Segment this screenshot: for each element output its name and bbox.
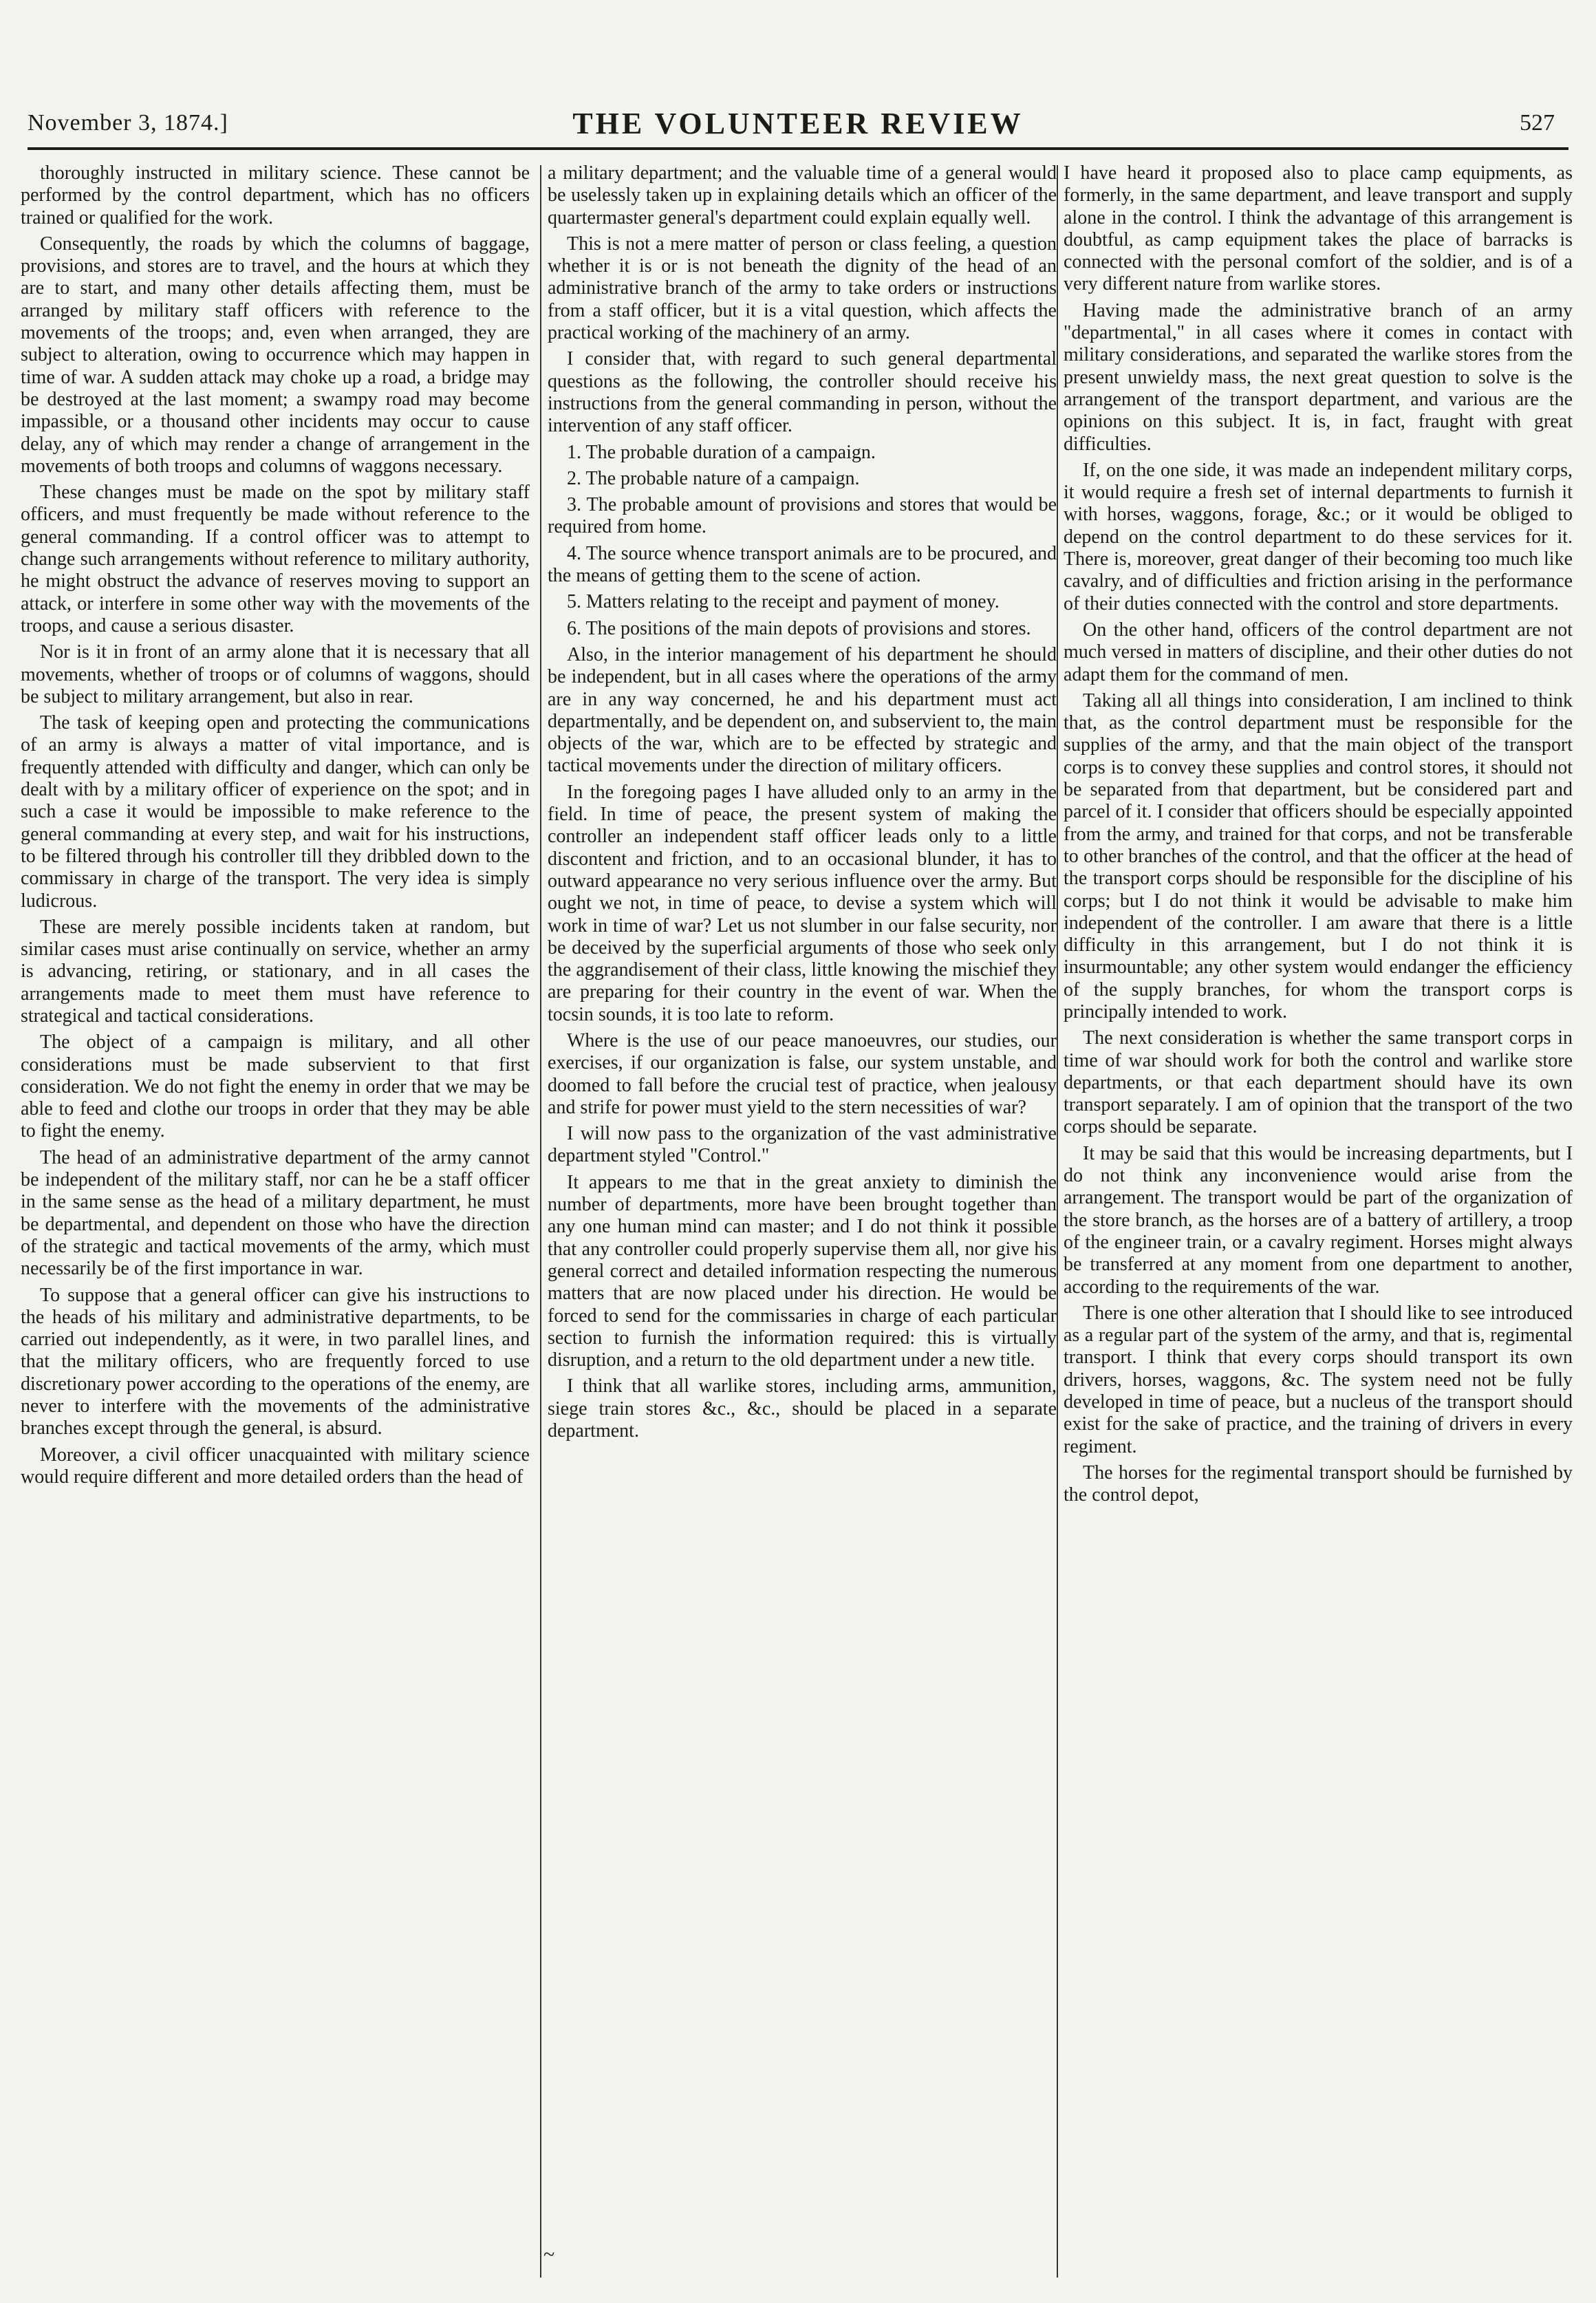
paragraph: 1. The probable duration of a campaign. bbox=[567, 441, 876, 463]
paragraph: To suppose that a general officer can give his instructions to the heads of his military and administrative departments, to be carried out independently, as it were, in two parallel lines, and that the military officers, who are frequently forced to use discretionary power according to the operations of the enemy, are never to interfere with the movements of the administrative branches except through the general, is absurd. bbox=[21, 1284, 530, 1439]
header-rule bbox=[28, 147, 1568, 150]
paragraph: In the foregoing pages I have alluded only to an army in the field. In time of peace, the present system of making the controller an independent staff officer leads only to a little discontent and friction, and to an occasional blunder, it has to outward appearance no very serious influence over the army. But ought we not, in time of peace, to devise a system which will work in time of war? Let us not slumber in our false security, nor be deceived by the superficial arguments of those who seek only the aggrandisement of their class, little knowing the mischief they are preparing for their country in the event of war. When the tocsin sounds, it is too late to reform. bbox=[548, 781, 1057, 1025]
paragraph: The head of an administrative department of the army cannot be independent of the military staff, nor can he be a staff officer in the same sense as the head of a military department, he must be departmental, and dependent on those who have the direction of the strategic and tactical movements of the army, which must necessarily be of the first importance in war. bbox=[21, 1146, 530, 1280]
paragraph: There is one other alteration that I should like to see introduced as a regular part of the system of the army, and that is, regimental transport. I think that every corps should transport its own drivers, horses, waggons, &c. The system need not be fully developed in time of peace, but a nucleus of the transport should exist for the sake of practice, and the training of drivers in every regiment. bbox=[1064, 1302, 1573, 1457]
text-column-2 bbox=[548, 162, 1057, 2282]
page-number: 527 bbox=[1520, 110, 1555, 136]
paragraph: These changes must be made on the spot by military staff officers, and must frequently be made without reference to the general commanding. If a control officer was to attempt to change such arrangements without reference to military authority, he might obstruct the advance of reserves moving to support an attack, or interfere in some other way with the movements of the troops, and cause a serious disaster. bbox=[21, 482, 530, 636]
paragraph: Moreover, a civil officer unacquainted with military science would require different and more detailed orders than the head of bbox=[21, 1444, 530, 1488]
paragraph: 5. Matters relating to the receipt and payment of money. bbox=[567, 591, 1000, 613]
paragraph: The task of keeping open and protecting the communications of an army is always a matter of vital importance, and is frequently attended with difficulty and danger, which can only be dealt with by a military officer of experience on the spot; and in such a case it would be impossible to make reference to the general commanding at every step, and wait for his instructions, to be filtered through his controller till they dribbled down to the commissary in charge of the transport. The very idea is simply ludicrous. bbox=[21, 712, 530, 912]
paragraph: The horses for the regimental transport should be furnished by the control depot, bbox=[1064, 1461, 1573, 1506]
paragraph: Where is the use of our peace manoeuvres, our studies, our exercises, if our organization is false, our system unstable, and doomed to fall before the crucial test of practice, when jealousy and strife for power must yield to the stern necessities of war? bbox=[548, 1029, 1057, 1118]
paragraph: I think that all warlike stores, including arms, ammunition, siege train stores &c., &c., should be placed in a separate department. bbox=[548, 1375, 1057, 1442]
footer-mark: ~ bbox=[543, 2243, 555, 2266]
paragraph: 6. The positions of the main depots of provisions and stores. bbox=[567, 617, 1031, 639]
paragraph: I consider that, with regard to such general departmental questions as the following, the controller should receive his instructions from the general commanding in person, without the intervention of any staff officer. bbox=[548, 348, 1057, 437]
paragraph: 4. The source whence transport animals are to be procured, and the means of getting them to the scene of action. bbox=[548, 542, 1057, 587]
paragraph: It appears to me that in the great anxiety to diminish the number of departments, more have been brought together than any one human mind can master; and I do not think it possible that any controller could properly supervise them all, nor give his general correct and detailed information respecting the numerous matters that are now placed under his direction. He would be forced to send for the commissaries in charge of each particular section to furnish the information required: this is virtually disruption, and a return to the old department under a new title. bbox=[548, 1171, 1057, 1371]
paragraph: If, on the one side, it was made an independent military corps, it would require a fresh set of internal departments to furnish it with horses, waggons, forage, &c.; or it would be obliged to depend on the control department to do these services for it. There is, moreover, great danger of their becoming too much like cavalry, and of difficulties and friction arising in the performance of their duties connected with the control and store departments. bbox=[1064, 459, 1573, 614]
column-divider bbox=[1057, 165, 1058, 2278]
paragraph: 2. The probable nature of a campaign. bbox=[567, 467, 860, 489]
paragraph: a military department; and the valuable time of a general would be uselessly taken up in explaining details which an officer of the quartermaster general's department could explain equally well. bbox=[548, 162, 1057, 228]
paragraph: 3. The probable amount of provisions and stores that would be required from home. bbox=[548, 494, 1057, 538]
paragraph: Nor is it in front of an army alone that it is necessary that all movements, whether of troops or of columns of waggons, should be subject to military arrangement, but also in rear. bbox=[21, 641, 530, 707]
paragraph: Also, in the interior management of his department he should be independent, but in all cases where the operations of the army are in any way concerned, he and his department must act departmentally, and be dependent on, and subservient to, the main objects of the war, which are to be effected by strategic and tactical movements under the direction of military officers. bbox=[548, 643, 1057, 777]
paragraph: Having made the administrative branch of an army "departmental," in all cases where it comes in contact with military considerations, and separated the warlike stores from the present unwieldy mass, the next great question to solve is the arrangement of the transport department, and various are the opinions on this subject. It is, in fact, fraught with great difficulties. bbox=[1064, 299, 1573, 455]
paragraph: This is not a mere matter of person or class feeling, a question whether it is or is not beneath the dignity of the head of an administrative branch of the army to take orders or instructions from a staff officer, but it is a vital question, which affects the practical working of the machinery of an army. bbox=[548, 233, 1057, 344]
issue-date: November 3, 1874.] bbox=[28, 110, 228, 136]
paragraph: I have heard it proposed also to place camp equipments, as formerly, in the same department, and leave transport and supply alone in the control. I think the advantage of this arrangement is doubtful, as camp equipment takes the place of barracks is connected with the personal comfort of the soldier, and is of a very different nature from warlike stores. bbox=[1064, 162, 1573, 295]
text-column-3 bbox=[1064, 162, 1573, 2282]
paragraph: thoroughly instructed in military science. These cannot be performed by the control department, which has no officers trained or qualified for the work. bbox=[21, 162, 530, 228]
paragraph: Consequently, the roads by which the columns of baggage, provisions, and stores are to travel, and the hours at which they are to start, and many other details affecting them, must be arranged by military staff officers with reference to the movements of the troops; and, even when arranged, they are subject to alteration, owing to occurrence which may happen in time of war. A sudden attack may choke up a road, a bridge may be destroyed at the last moment; a swampy road may become impassible, or a thousand other incidents may occur to cause delay, any of which may render a change of arrangement in the movements of both troops and columns of waggons necessary. bbox=[21, 233, 530, 477]
paragraph: I will now pass to the organization of the vast administrative department styled "Control." bbox=[548, 1123, 1057, 1167]
column-divider bbox=[540, 165, 541, 2278]
paragraph: These are merely possible incidents taken at random, but similar cases must arise continually on service, whether an army is advancing, retiring, or stationary, and in all cases the arrangements made to meet them must have reference to strategical and tactical considerations. bbox=[21, 916, 530, 1027]
paragraph: Taking all all things into consideration, I am inclined to think that, as the control department must be responsible for the supplies of the army, and that the main object of the transport corps is to convey these supplies and control stores, it should not be separated from that department, but be considered part and parcel of it. I consider that officers should be especially appointed from the army, and trained for that corps, and not be transferable to other branches of the control, and that the officer at the head of the transport corps should be responsible for the discipline of his corps; but I do not think it would be advisable to make him independent of the controller. I am aware that there is a little difficulty in this arrangement, but I do not think it is insurmountable; any other system would endanger the efficiency of the supply branches, for whom the transport corps is principally intended to work. bbox=[1064, 689, 1573, 1022]
page-header bbox=[0, 0, 1596, 165]
paragraph: The object of a campaign is military, and all other considerations must be made subservient to that first consideration. We do not fight the enemy in order that we may be able to feed and clothe our troops in order that they may be able to fight the enemy. bbox=[21, 1031, 530, 1142]
paragraph: The next consideration is whether the same transport corps in time of war should work for both the control and warlike store departments, or that each department should have its own transport separately. I am of opinion that the transport of the two corps should be separate. bbox=[1064, 1027, 1573, 1138]
text-column-1 bbox=[21, 162, 530, 2282]
publication-title: THE VOLUNTEER REVIEW bbox=[572, 107, 1024, 140]
paragraph: It may be said that this would be increasing departments, but I do not think any inconvenience would arise from the arrangement. The transport would be part of the organization of the store branch, as the horses are of a battery of artillery, a troop of the engineer train, or a cavalry regiment. Horses might always be transferred at any moment from one department to another, according to the requirements of the war. bbox=[1064, 1142, 1573, 1298]
paragraph: On the other hand, officers of the control department are not much versed in matters of discipline, and their other duties do not adapt them for the command of men. bbox=[1064, 619, 1573, 685]
